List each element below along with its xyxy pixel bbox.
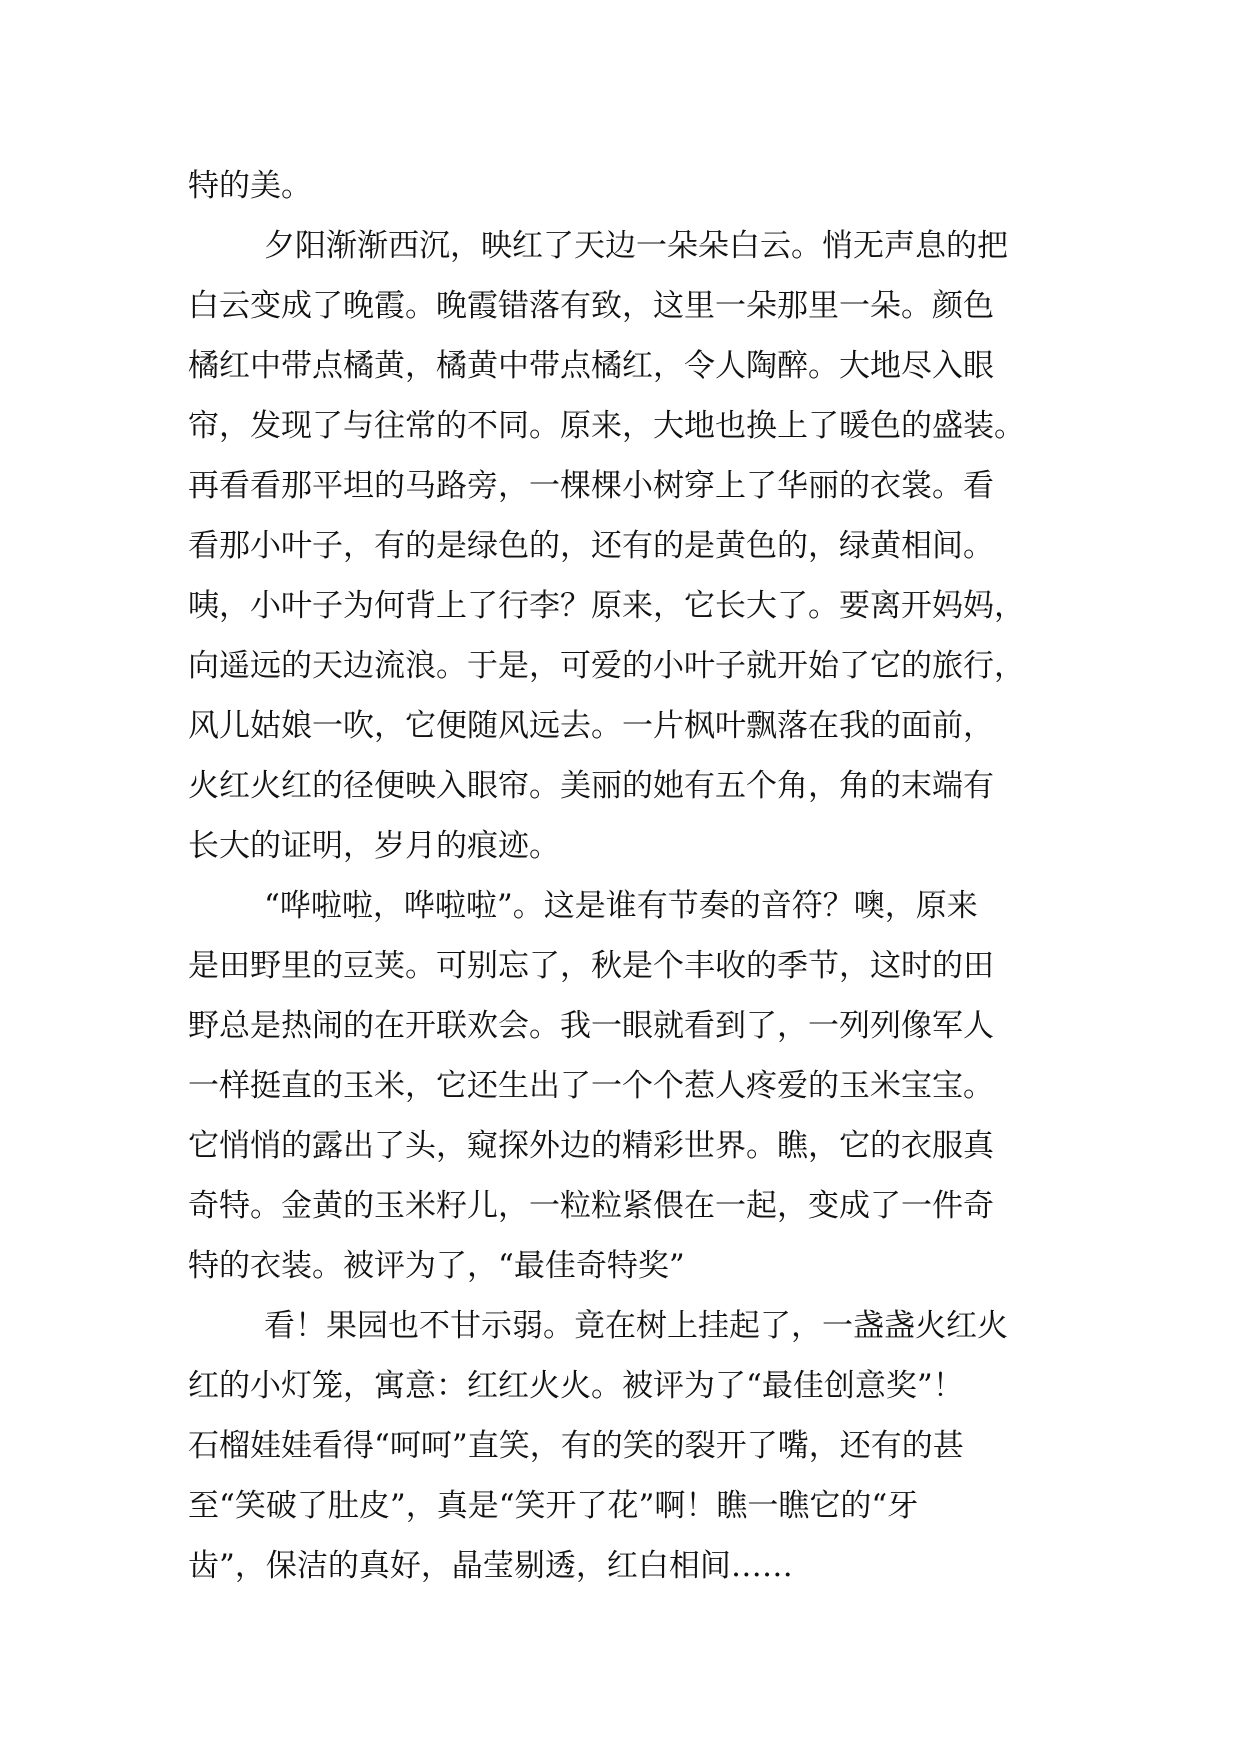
text-line: 再看看那平坦的马路旁，一棵棵小树穿上了华丽的衣裳。看 xyxy=(188,468,994,504)
text-line: 看那小叶子，有的是绿色的，还有的是黄色的，绿黄相间。 xyxy=(188,528,994,564)
paragraph-first-line: “哗啦啦，哗啦啦”。这是谁有节奏的音符？噢，原来 xyxy=(264,888,978,924)
text-line: 帘，发现了与往常的不同。原来，大地也换上了暖色的盛装。 xyxy=(188,408,1025,444)
text-line: 是田野里的豆荚。可别忘了，秋是个丰收的季节，这时的田 xyxy=(188,948,994,984)
text-line: 咦，小叶子为何背上了行李？原来，它长大了。要离开妈妈， xyxy=(188,588,1025,624)
text-line: 长大的证明，岁月的痕迹。 xyxy=(188,828,560,864)
text-line: 风儿姑娘一吹，它便随风远去。一片枫叶飘落在我的面前， xyxy=(188,708,994,744)
text-line: 橘红中带点橘黄，橘黄中带点橘红，令人陶醉。大地尽入眼 xyxy=(188,348,994,384)
paragraph-first-line: 夕阳渐渐西沉，映红了天边一朵朵白云。悄无声息的把 xyxy=(264,228,1008,264)
text-line: 齿”，保洁的真好，晶莹剔透，红白相间…… xyxy=(188,1548,793,1584)
text-line: 石榴娃娃看得“呵呵”直笑，有的笑的裂开了嘴，还有的甚 xyxy=(188,1428,964,1464)
text-line: 向遥远的天边流浪。于是，可爱的小叶子就开始了它的旅行， xyxy=(188,648,1025,684)
text-line: 一样挺直的玉米，它还生出了一个个惹人疼爱的玉米宝宝。 xyxy=(188,1068,994,1104)
text-line: 白云变成了晚霞。晚霞错落有致，这里一朵那里一朵。颜色 xyxy=(188,288,994,324)
text-line: 火红火红的径便映入眼帘。美丽的她有五个角，角的末端有 xyxy=(188,768,994,804)
paragraph-first-line: 看！果园也不甘示弱。竟在树上挂起了，一盏盏火红火 xyxy=(264,1308,1008,1344)
text-line: 野总是热闹的在开联欢会。我一眼就看到了，一列列像军人 xyxy=(188,1008,994,1044)
text-line: 特的衣装。被评为了，“最佳奇特奖” xyxy=(188,1248,685,1284)
text-line: 特的美。 xyxy=(188,168,312,204)
text-line: 它悄悄的露出了头，窥探外边的精彩世界。瞧，它的衣服真 xyxy=(188,1128,994,1164)
text-line: 奇特。金黄的玉米籽儿，一粒粒紧偎在一起，变成了一件奇 xyxy=(188,1188,994,1224)
text-line: 红的小灯笼，寓意：红红火火。被评为了“最佳创意奖”！ xyxy=(188,1368,964,1404)
essay-body xyxy=(188,156,1068,1596)
text-line: 至“笑破了肚皮”，真是“笑开了花”啊！瞧一瞧它的“牙 xyxy=(188,1488,919,1524)
